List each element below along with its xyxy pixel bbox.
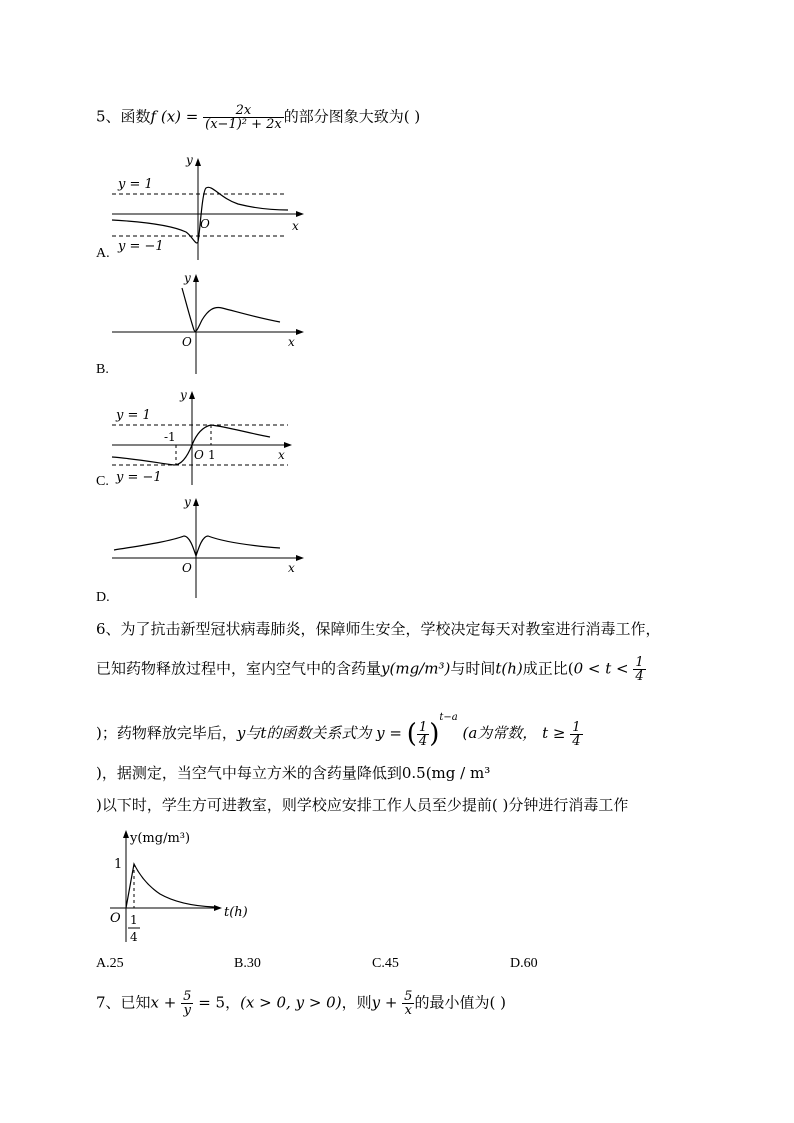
q6-line3-base-den: 4	[418, 733, 428, 749]
q5d-y-label: y	[184, 495, 191, 509]
q5c-tick-pos: 1	[208, 448, 216, 462]
q7-suffix: 的最小值为( )	[414, 993, 506, 1012]
q7-frac2-den: x	[404, 1003, 412, 1018]
q5d-x-label: x	[288, 561, 295, 575]
q5b-origin: O	[182, 335, 192, 349]
q6-graph-quarter-den: 4	[130, 930, 138, 944]
q6-line4: )，据测定，当空气中每立方米的含药量降低到0.5(mg / m³	[96, 764, 491, 782]
q6-line3-c: (a为常数，	[462, 724, 538, 742]
q7-stem	[96, 990, 506, 1017]
q5-denominator: (x−1)² + 2x	[205, 117, 282, 132]
q5c-origin: O	[194, 448, 204, 462]
q7-frac2-num: 5	[404, 989, 413, 1004]
q6-line2-frac-num: 1	[635, 655, 644, 670]
q5b-y-arrow	[193, 274, 199, 282]
q5-graph-c	[108, 385, 308, 485]
q5a-x-label: x	[292, 219, 299, 233]
q6-choice-b: B.30	[234, 956, 261, 971]
q6-line2-a: 已知药物释放过程中，室内空气中的含药量	[96, 659, 382, 678]
q6-line2-b: 与时间	[450, 659, 496, 678]
q6-graph-tick-one: 1	[114, 857, 123, 872]
q5a-label-y1: y = 1	[118, 177, 153, 192]
q6-line3-frac-num: 1	[572, 719, 581, 735]
q7-expr1-b: = 5，	[198, 993, 241, 1012]
q6-line2-t: t(h)	[495, 659, 523, 678]
q6-line3	[96, 712, 583, 749]
q6-paren-right: )	[429, 719, 440, 749]
q5-graph-b	[108, 268, 308, 376]
q6-line1: 6、为了抗击新型冠状病毒肺炎，保障师生安全，学校决定每天对教室进行消毒工作，	[96, 620, 661, 638]
q6-line2-c: 成正比(	[522, 659, 574, 678]
q5a-y-arrow	[195, 158, 201, 166]
q6-graph-y-arrow	[123, 830, 129, 838]
q6-graph	[104, 824, 264, 950]
q5-option-a-label: A.	[96, 246, 110, 261]
q5b-x-label: x	[288, 335, 295, 349]
q7-frac1	[181, 990, 193, 1017]
q6-line2-cond: 0 < t <	[573, 659, 629, 678]
q5c-y-arrow	[189, 391, 195, 399]
q6-choice-a: A.25	[96, 956, 124, 971]
q5c-x-label: x	[278, 448, 285, 462]
q6-graph-ylabel: y(mg/m³)	[130, 831, 191, 846]
q5a-origin: O	[200, 217, 210, 231]
q5-function-name: f (x) =	[150, 107, 199, 126]
q6-line3-eq: y =	[376, 724, 402, 742]
q5a-y-label: y	[186, 153, 193, 167]
q6-choice-d: D.60	[510, 956, 538, 971]
q6-line2-var: y(mg/m³)	[381, 659, 451, 678]
q7-expr2-a: y +	[371, 993, 398, 1012]
q6-line3-cond: t ≥	[542, 724, 566, 742]
q6-line3-b: y与t的函数关系式为	[236, 724, 372, 742]
q6-line5: )以下时，学生方可进教室，则学校应安排工作人员至少提前( )分钟进行消毒工作	[96, 796, 629, 814]
q5b-x-arrow	[296, 329, 304, 335]
q7-expr1-a: x +	[150, 993, 177, 1012]
q7-frac1-den: y	[183, 1003, 191, 1018]
q5c-x-arrow	[284, 442, 292, 448]
q5-suffix: 的部分图象大致为( )	[283, 107, 421, 126]
q7-mid: ，则	[341, 993, 372, 1012]
q5d-y-arrow	[193, 498, 199, 506]
q5c-tick-neg: -1	[164, 430, 176, 444]
q5d-origin: O	[182, 561, 192, 575]
q5c-label-y1: y = 1	[116, 408, 151, 423]
q7-frac1-num: 5	[183, 989, 192, 1004]
q5a-curve	[112, 187, 288, 243]
q6-line2	[96, 656, 646, 683]
q6-line2-frac-den: 4	[635, 669, 644, 684]
q5-fraction	[203, 104, 284, 131]
q7-cond: (x > 0, y > 0)	[240, 993, 342, 1012]
q5c-y-label: y	[180, 388, 187, 402]
q6-graph-quarter-num: 1	[130, 913, 138, 927]
q5-option-d-label: D.	[96, 590, 110, 605]
q5-prefix: 5、函数	[96, 107, 151, 126]
q5a-label-yneg1: y = −1	[118, 239, 164, 254]
q6-graph-x-arrow	[214, 905, 222, 911]
q6-choice-c: C.45	[372, 956, 399, 971]
q5-graph-d	[108, 492, 308, 600]
q6-graph-xlabel: t(h)	[224, 905, 248, 920]
q6-line3-exp: t−a	[439, 712, 458, 723]
q6-line3-frac	[570, 721, 582, 748]
q5-option-b-label: B.	[96, 362, 109, 377]
q5-stem	[96, 104, 420, 131]
q7-frac2	[402, 990, 414, 1017]
q5c-label-yneg1: y = −1	[116, 470, 162, 485]
q6-line2-frac	[633, 656, 645, 683]
q6-line3-frac-den: 4	[572, 733, 581, 749]
q6-paren-left: (	[406, 719, 417, 749]
q5a-x-arrow	[296, 211, 304, 217]
q6-line3-base	[417, 721, 429, 748]
q6-line3-base-num: 1	[418, 719, 428, 735]
q5-numerator: 2x	[203, 104, 284, 118]
q6-graph-curve	[126, 864, 214, 908]
q5d-x-arrow	[296, 555, 304, 561]
q6-line3-a: )；药物释放完毕后，	[96, 724, 237, 742]
q5b-curve	[182, 288, 280, 331]
q5-graph-a	[108, 152, 308, 262]
q5d-curve	[114, 536, 280, 556]
q5b-y-label: y	[184, 271, 191, 285]
q6-graph-origin: O	[110, 911, 121, 926]
q7-prefix: 7、已知	[96, 993, 151, 1012]
q5-option-c-label: C.	[96, 474, 109, 489]
